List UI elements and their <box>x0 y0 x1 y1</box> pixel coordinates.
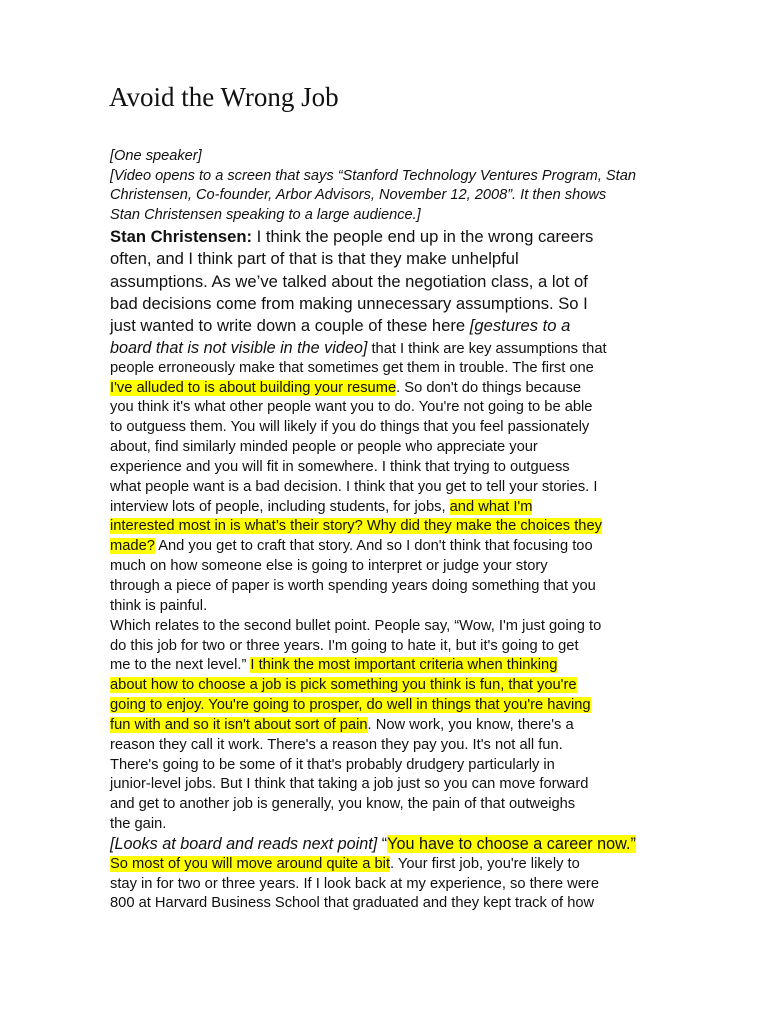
transcript-line <box>110 637 670 657</box>
text-segment: that I think are key assumptions that <box>367 340 607 357</box>
stage-direction: “ <box>377 834 388 853</box>
transcript-line <box>110 293 670 315</box>
transcript-line <box>110 359 670 379</box>
transcript-line <box>110 167 670 187</box>
transcript-line <box>110 775 670 795</box>
text-segment: And you get to craft that story. And so I don't think that focusing too <box>154 538 593 555</box>
transcript-line <box>110 696 670 716</box>
text-segment: assumptions. As we’ve talked about the negotiation class, a lot of <box>110 271 588 291</box>
transcript-line <box>110 557 670 577</box>
text-segment: through a piece of paper is worth spending years doing something that you <box>110 577 596 594</box>
transcript-line <box>110 517 670 537</box>
text-segment: [Video opens to a screen that says “Stanford Technology Ventures Program, Stan <box>110 167 636 184</box>
text-segment: what people want is a bad decision. I think that you get to tell your stories. I <box>110 478 598 495</box>
text-segment: I think the people end up in the wrong careers <box>252 226 594 246</box>
transcript-line <box>110 537 670 557</box>
highlighted-text: made? <box>110 538 155 555</box>
text-segment: . Your first job, you're likely to <box>390 855 580 872</box>
text-segment: the gain. <box>110 816 167 833</box>
transcript-line <box>110 315 670 337</box>
transcript-line <box>110 795 670 815</box>
text-segment: junior-level jobs. But I think that taking a job just so you can move forward <box>110 776 589 793</box>
text-segment: reason they call it work. There's a reason they pay you. It's not all fun. <box>110 736 563 753</box>
text-segment: experience and you will fit in somewhere. I think that trying to outguess <box>110 458 570 475</box>
transcript-line <box>110 894 670 914</box>
text-segment: people erroneously make that sometimes get them in trouble. The first one <box>110 359 594 376</box>
text-segment: Stan Christensen speaking to a large audience.] <box>110 207 421 224</box>
transcript-line <box>110 147 670 167</box>
transcript-line <box>110 736 670 756</box>
transcript-line <box>110 498 670 518</box>
highlighted-text: You have to choose a career now.” <box>387 834 636 853</box>
text-segment: often, and I think part of that is that they make unhelpful <box>110 249 519 269</box>
highlighted-text: interested most in is what’s their story? Why did they make the choices they <box>110 518 602 535</box>
text-segment: about, find similarly minded people or people who appreciate your <box>110 439 538 456</box>
text-segment: . Now work, you know, there's a <box>367 716 574 733</box>
transcript-line <box>110 756 670 776</box>
text-segment: Christensen, Co-founder, Arbor Advisors, November 12, 2008”. It then shows <box>110 187 607 204</box>
text-segment: There's going to be some of it that's probably drudgery particularly in <box>110 756 555 773</box>
transcript-line <box>110 186 670 206</box>
transcript-line <box>110 206 670 226</box>
text-segment: to outguess them. You will likely if you do things that you feel passionately <box>110 419 590 436</box>
text-segment: just wanted to write down a couple of these here <box>110 316 470 336</box>
stage-direction: [Looks at board and reads next point] <box>110 834 378 853</box>
transcript-line <box>110 226 670 248</box>
speaker-name: Stan Christensen: <box>110 226 252 246</box>
transcript-line <box>110 676 670 696</box>
highlighted-text: and what I'm <box>449 498 533 515</box>
text-segment: and get to another job is generally, you know, the pain of that outweighs <box>110 796 576 813</box>
transcript-line <box>110 338 670 359</box>
transcript-line <box>110 418 670 438</box>
highlighted-text: going to enjoy. You're going to prosper, do well in things that you're having <box>110 697 591 714</box>
transcript-line <box>110 398 670 418</box>
transcript-line <box>110 656 670 676</box>
transcript-line <box>110 875 670 895</box>
stage-direction: board that is not visible in the video] <box>110 338 368 357</box>
highlighted-text: about how to choose a job is pick something you think is fun, that you're <box>110 677 577 694</box>
text-segment: think is painful. <box>110 597 208 614</box>
text-segment: . So don't do things because <box>396 379 582 396</box>
transcript-line <box>110 379 670 399</box>
highlighted-text: I think the most important criteria when thinking <box>250 657 558 674</box>
text-segment: stay in for two or three years. If I look back at my experience, so there were <box>110 875 599 892</box>
transcript-line <box>110 716 670 736</box>
text-segment: interview lots of people, including students, for jobs, <box>110 498 450 515</box>
transcript-line <box>110 478 670 498</box>
text-segment: bad decisions come from making unnecessary assumptions. So I <box>110 293 588 313</box>
text-segment: you think it's what other people want you to do. You're not going to be able <box>110 399 593 416</box>
transcript-line <box>110 815 670 835</box>
transcript-line <box>110 438 670 458</box>
text-segment: 800 at Harvard Business School that graduated and they kept track of how <box>110 895 595 912</box>
transcript-line <box>110 597 670 617</box>
transcript-line <box>110 577 670 597</box>
transcript-line <box>110 271 670 293</box>
stage-direction: [gestures to a <box>469 316 571 336</box>
transcript-line <box>110 835 670 855</box>
text-segment: [One speaker] <box>110 148 202 164</box>
text-segment: me to the next level.” <box>110 657 251 674</box>
transcript-line <box>110 248 670 270</box>
text-segment: Which relates to the second bullet point. People say, “Wow, I'm just going to <box>110 617 602 634</box>
text-segment: do this job for two or three years. I'm going to hate it, but it's going to get <box>110 637 579 654</box>
transcript-line <box>110 617 670 637</box>
text-segment: much on how someone else is going to interpret or judge your story <box>110 558 548 575</box>
highlighted-text: I've alluded to is about building your resume <box>110 379 397 396</box>
transcript-line <box>110 855 670 875</box>
transcript-line <box>110 458 670 478</box>
transcript-body <box>110 147 670 914</box>
highlighted-text: So most of you will move around quite a bit <box>110 855 391 872</box>
highlighted-text: fun with and so it isn't about sort of pain <box>110 716 368 733</box>
document-title: Avoid the Wrong Job <box>109 82 339 112</box>
